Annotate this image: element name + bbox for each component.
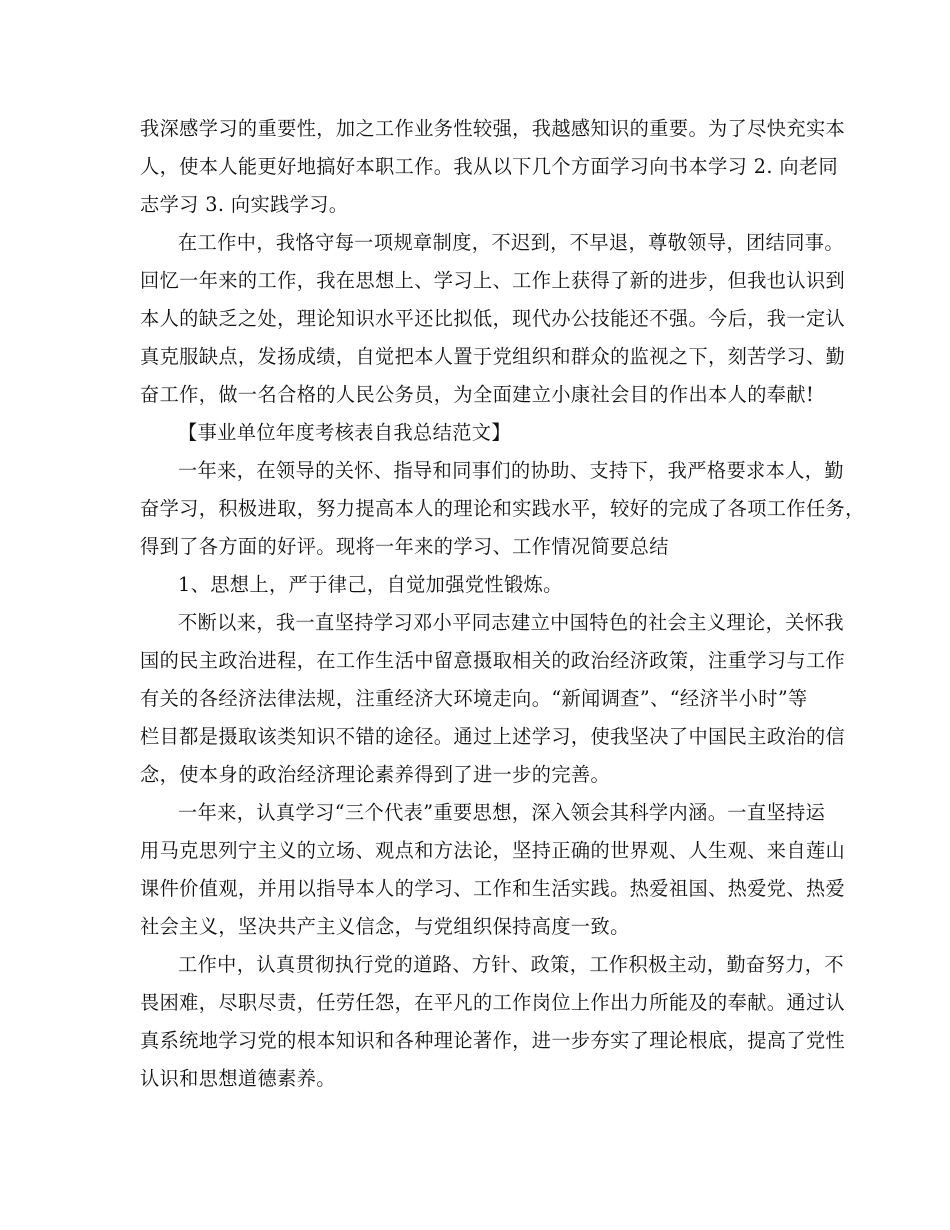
paragraph-start: 工作中，认真贯彻执行党的道路、方针、政策，工作积极主动，勤奋努力，不 [178,953,844,976]
text-line: 有关的各经济法律法规，注重经济大环境走向。“新闻调查”、“经济半小时”等 [140,687,808,710]
text-line: 本人的缺乏之处，理论知识水平还比拟低，现代办公技能还不强。今后，我一定认 [140,307,846,330]
section-heading: 【事业单位年度考核表自我总结范文】 [178,421,511,444]
text-line: 国的民主政治进程，在工作生活中留意摄取相关的政治经济政策，注重学习与工作 [140,649,846,672]
text-line: 畏困难，尽职尽责，任劳任怨，在平凡的工作岗位上作出力所能及的奉献。通过认 [140,991,846,1014]
text-line: 认识和思想道德素养。 [140,1067,336,1090]
text-line: 奋学习，积极进取，努力提高本人的理论和实践水平，较好的完成了各项工作任务， [140,497,865,520]
text-line: 我深感学习的重要性，加之工作业务性较强，我越感知识的重要。为了尽快充实本 [140,117,846,140]
text-line: 人，使本人能更好地搞好本职工作。我从以下几个方面学习向书本学习 2. 向老同 [140,155,839,178]
text-line: 社会主义，坚决共产主义信念，与党组织保持高度一致。 [140,915,630,938]
text-line: 奋工作，做一名合格的人民公务员，为全面建立小康社会目的作出本人的奉献! [140,383,815,406]
text-line: 念，使本身的政治经济理论素养得到了进一步的完善。 [140,763,611,786]
paragraph-start: 一年来，认真学习“三个代表”重要思想，深入领会其科学内涵。一直坚持运 [178,801,826,824]
paragraph-start: 不断以来，我一直坚持学习邓小平同志建立中国特色的社会主义理论，关怀我 [178,611,844,634]
paragraph-start: 在工作中，我恪守每一项规章制度，不迟到，不早退，尊敬领导，团结同事。 [178,231,844,254]
text-line: 课件价值观，并用以指导本人的学习、工作和生活实践。热爱祖国、热爱党、热爱 [140,877,846,900]
text-line: 真系统地学习党的根本知识和各种理论著作，进一步夯实了理论根底，提高了党性 [140,1029,846,1052]
text-line: 栏目都是摄取该类知识不错的途径。通过上述学习，使我坚决了中国民主政治的信 [140,725,846,748]
text-line: 志学习 3. 向实践学习。 [140,193,349,216]
text-line: 得到了各方面的好评。现将一年来的学习、工作情况简要总结 [140,535,669,558]
numbered-item: 1、思想上，严于律己，自觉加强党性锻炼。 [178,573,563,596]
text-line: 用马克思列宁主义的立场、观点和方法论，坚持正确的世界观、人生观、来自莲山 [140,839,846,862]
paragraph-start: 一年来，在领导的关怀、指导和同事们的协助、支持下，我严格要求本人，勤 [178,459,844,482]
text-line: 回忆一年来的工作，我在思想上、学习上、工作上获得了新的进步，但我也认识到 [140,269,846,292]
text-line: 真克服缺点，发扬成绩，自觉把本人置于党组织和群众的监视之下，刻苦学习、勤 [140,345,846,368]
